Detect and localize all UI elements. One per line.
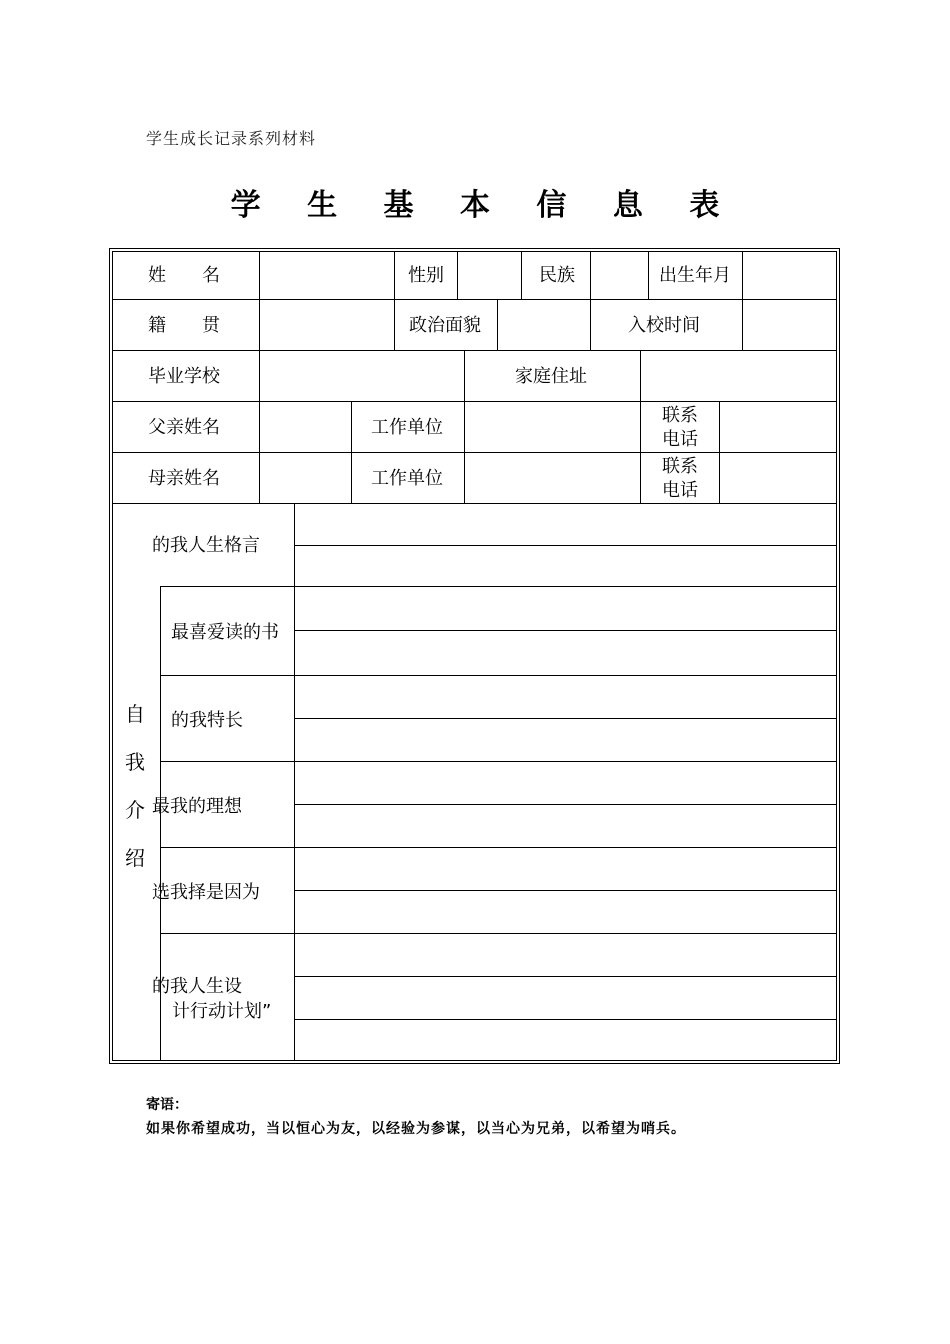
favorite-book-label: 最喜爱读的书 [171,622,279,643]
political-status-field[interactable] [498,300,590,350]
native-place-field[interactable] [260,300,394,350]
father-workplace-field[interactable] [465,402,640,452]
self-intro-char: 我 [125,750,145,774]
motto-item-label: 的我人生格言 [152,535,260,556]
row-divider [112,299,837,300]
col-divider [640,401,641,503]
father-phone-label-line2: 电话 [662,429,698,450]
home-address-label: 家庭住址 [515,366,587,387]
self-intro-section-title [120,690,150,882]
gender-field[interactable] [458,252,521,299]
motto-title: 寄语： [146,1097,188,1113]
document-series-header: 学生成长记录系列材料 [146,129,317,148]
page-title: 学 生 基 本 信 息 表 [230,188,738,223]
col-divider [351,401,352,503]
political-status-label: 政治面貌 [409,315,481,336]
birth-date-field[interactable] [743,252,837,299]
father-phone-field[interactable] [720,402,837,452]
name-field[interactable] [260,252,394,299]
col-divider [464,350,465,401]
graduated-school-field[interactable] [260,351,464,401]
birth-date-label: 出生年月 [659,265,731,286]
life-plan-label-line2: 计行动计划” [172,1001,272,1022]
native-place-label: 籍 贯 [148,315,220,336]
mother-phone-field[interactable] [720,453,837,503]
ideal-label: 最我的理想 [152,796,242,817]
life-plan-answer-field[interactable] [295,934,837,1061]
choice-reason-label: 选我择是因为 [152,882,260,903]
name-label: 姓 名 [148,265,220,286]
col-divider [394,251,395,299]
choice-reason-answer-field[interactable] [295,848,837,933]
self-intro-char: 介 [125,798,145,822]
father-name-field[interactable] [260,402,351,452]
col-divider [394,299,395,350]
col-divider [521,251,522,299]
mother-phone-label-line2: 电话 [662,480,698,501]
motto-text: 如果你希望成功，当以恒心为友，以经验为参谋，以当心为兄弟，以希望为哨兵。 [146,1121,686,1137]
favorite-book-answer-field[interactable] [295,587,837,675]
self-intro-char: 绍 [125,846,145,870]
col-divider [648,251,649,299]
specialty-label: 的我特长 [171,710,243,731]
mother-workplace-label: 工作单位 [371,468,443,489]
motto-answer-field[interactable] [295,504,837,586]
mother-name-label: 母亲姓名 [148,468,220,489]
mother-workplace-field[interactable] [465,453,640,503]
enrollment-date-field[interactable] [743,300,837,350]
enrollment-date-label: 入校时间 [628,315,700,336]
father-name-label: 父亲姓名 [148,417,220,438]
self-intro-char: 自 [125,702,145,726]
col-divider [590,299,591,350]
mother-phone-label: 联系 [662,456,698,477]
ethnicity-field[interactable] [591,252,648,299]
home-address-field[interactable] [641,351,837,401]
specialty-answer-field[interactable] [295,676,837,761]
life-plan-label: 的我人生设 [152,976,242,997]
ideal-answer-field[interactable] [295,762,837,847]
father-workplace-label: 工作单位 [371,417,443,438]
ethnicity-label: 民族 [539,265,575,286]
father-phone-label: 联系 [662,405,698,426]
mother-name-field[interactable] [260,453,351,503]
graduated-school-label: 毕业学校 [148,366,220,387]
gender-label: 性别 [408,265,444,286]
